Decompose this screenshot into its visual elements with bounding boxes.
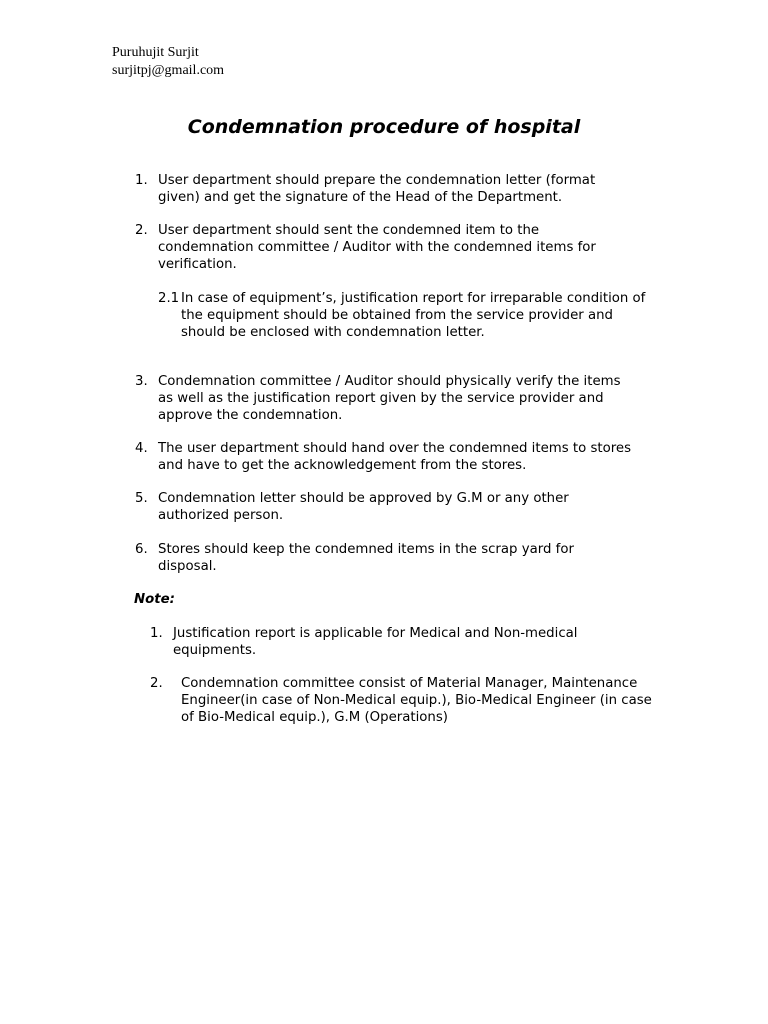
note-text: Justification report is applicable for Medical and Non-medical equipments. [173,626,578,658]
author-name: Puruhujit Surjit [112,45,199,60]
note-label: Note: [134,592,175,607]
step-number: 5. [135,491,148,506]
step-text: The user department should hand over the condemned items to stores and have to get the acknowledgement from the stores. [158,441,632,473]
step-text: In case of equipment’s, justification report for irreparable condition of the equipment should be obtained from the service provider and should be enclosed with condemnation letter. [181,291,646,340]
step-number: 3. [135,374,148,389]
step-number: 6. [135,542,148,557]
author-block [112,44,224,80]
note-number: 1. [150,626,163,641]
author-email: surjitpj@gmail.com [112,63,225,78]
step-number: 4. [135,441,148,456]
note-number: 2. [150,676,163,691]
document-title: Condemnation procedure of hospital [187,116,581,138]
step-number: 1. [135,173,148,188]
step-text: Stores should keep the condemned items in the scrap yard for disposal. [158,542,574,574]
step-text: User department should prepare the condemnation letter (format given) and get the signature of the Head of the Department. [158,173,596,205]
step-text: User department should sent the condemned item to the condemnation committee / Auditor with the condemned items for verification. [158,223,596,272]
step-text: Condemnation committee / Auditor should physically verify the items as well as the justification report given by the service provider and approve the condemnation. [158,374,621,423]
note-text: Condemnation committee consist of Material Manager, Maintenance Engineer(in case of Non-Medical equip.), Bio-Medical Engineer (in case of Bio-Medical equip.), G.M (Operations) [181,676,652,725]
step-text: Condemnation letter should be approved by G.M or any other authorized person. [158,491,569,523]
step-number: 2. [135,223,148,238]
step-number: 2.1 [158,291,180,306]
